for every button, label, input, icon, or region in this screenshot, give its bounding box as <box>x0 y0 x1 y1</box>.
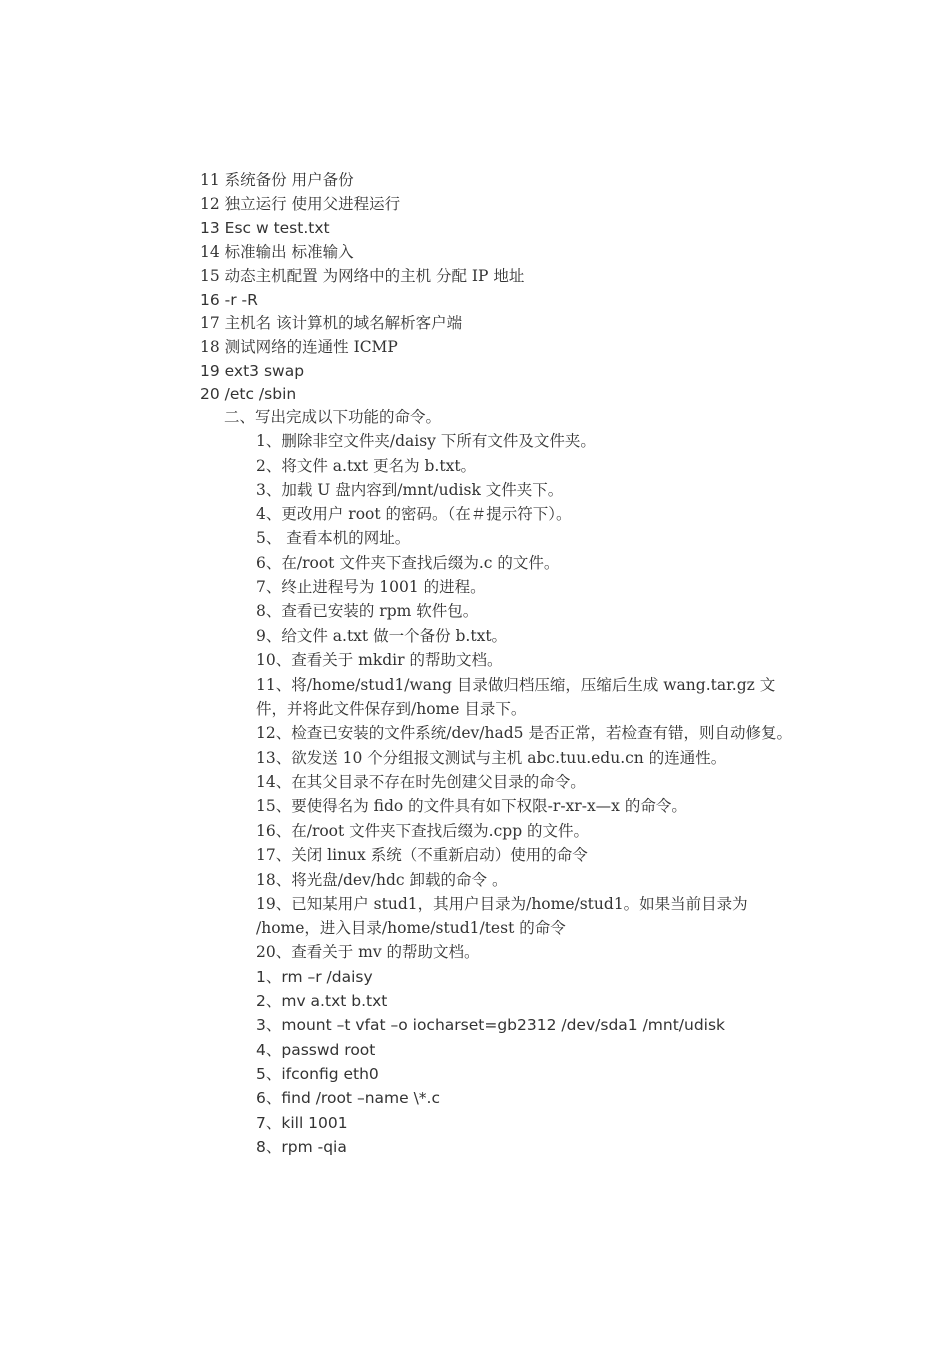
question-4: 4、更改用户 root 的密码。（在＃提示符下）。 <box>256 505 572 523</box>
question-15: 15、要使得名为 fido 的文件具有如下权限-r-xr-x—x 的命令。 <box>256 797 687 815</box>
command-answer-4: 4、passwd root <box>256 1041 376 1059</box>
question-16: 16、在/root 文件夹下查找后缀为.cpp 的文件。 <box>256 822 590 840</box>
question-19: 19、已知某用户 stud1，其用户目录为/home/stud1。如果当前目录为 <box>256 895 748 913</box>
question-14: 14、在其父目录不存在时先创建父目录的命令。 <box>256 773 586 791</box>
question-10: 10、查看关于 mkdir 的帮助文档。 <box>256 651 503 669</box>
question-7: 7、终止进程号为 1001 的进程。 <box>256 578 486 596</box>
answer-line-13: 13 Esc w test.txt <box>200 219 330 237</box>
question-19-continued: /home，进入目录/home/stud1/test 的命令 <box>256 919 566 937</box>
question-9: 9、给文件 a.txt 做一个备份 b.txt。 <box>256 627 508 645</box>
question-1: 1、删除非空文件夹/daisy 下所有文件及文件夹。 <box>256 432 596 450</box>
question-3: 3、加载 U 盘内容到/mnt/udisk 文件夹下。 <box>256 481 564 499</box>
question-8: 8、查看已安装的 rpm 软件包。 <box>256 602 479 620</box>
question-12: 12、检查已安装的文件系统/dev/had5 是否正常，若检查有错，则自动修复。 <box>256 724 792 742</box>
question-11-continued: 件，并将此文件保存到/home 目录下。 <box>256 700 527 718</box>
command-answer-2: 2、mv a.txt b.txt <box>256 992 388 1010</box>
answer-line-12: 12 独立运行 使用父进程运行 <box>200 195 401 213</box>
answer-line-19: 19 ext3 swap <box>200 362 305 380</box>
answer-line-14: 14 标准输出 标准输入 <box>200 243 354 261</box>
section-heading: 二、写出完成以下功能的命令。 <box>224 408 442 426</box>
question-2: 2、将文件 a.txt 更名为 b.txt。 <box>256 457 477 475</box>
command-answer-8: 8、rpm -qia <box>256 1138 347 1156</box>
command-answer-3: 3、mount –t vfat –o iocharset=gb2312 /dev/sda1 /mnt/udisk <box>256 1016 726 1034</box>
question-13: 13、欲发送 10 个分组报文测试与主机 abc.tuu.edu.cn 的连通性。 <box>256 749 727 767</box>
command-answer-6: 6、find /root –name \*.c <box>256 1089 440 1107</box>
question-11: 11、将/home/stud1/wang 目录做归档压缩，压缩后生成 wang.tar.gz 文 <box>256 676 776 694</box>
question-18: 18、将光盘/dev/hdc 卸载的命令 。 <box>256 871 508 889</box>
answer-line-11: 11 系统备份 用户备份 <box>200 171 354 189</box>
answer-line-15: 15 动态主机配置 为网络中的主机 分配 IP 地址 <box>200 267 525 285</box>
answer-line-16: 16 -r -R <box>200 291 258 309</box>
command-answer-1: 1、rm –r /daisy <box>256 968 373 986</box>
question-20: 20、查看关于 mv 的帮助文档。 <box>256 943 480 961</box>
question-17: 17、关闭 linux 系统（不重新启动）使用的命令 <box>256 846 588 864</box>
command-answer-5: 5、ifconfig eth0 <box>256 1065 379 1083</box>
command-answer-7: 7、kill 1001 <box>256 1114 348 1132</box>
answer-line-18: 18 测试网络的连通性 ICMP <box>200 338 398 356</box>
answer-line-17: 17 主机名 该计算机的域名解析客户端 <box>200 314 463 332</box>
question-5: 5、 查看本机的网址。 <box>256 529 411 547</box>
answer-line-20: 20 /etc /sbin <box>200 385 297 403</box>
question-6: 6、在/root 文件夹下查找后缀为.c 的文件。 <box>256 554 560 572</box>
